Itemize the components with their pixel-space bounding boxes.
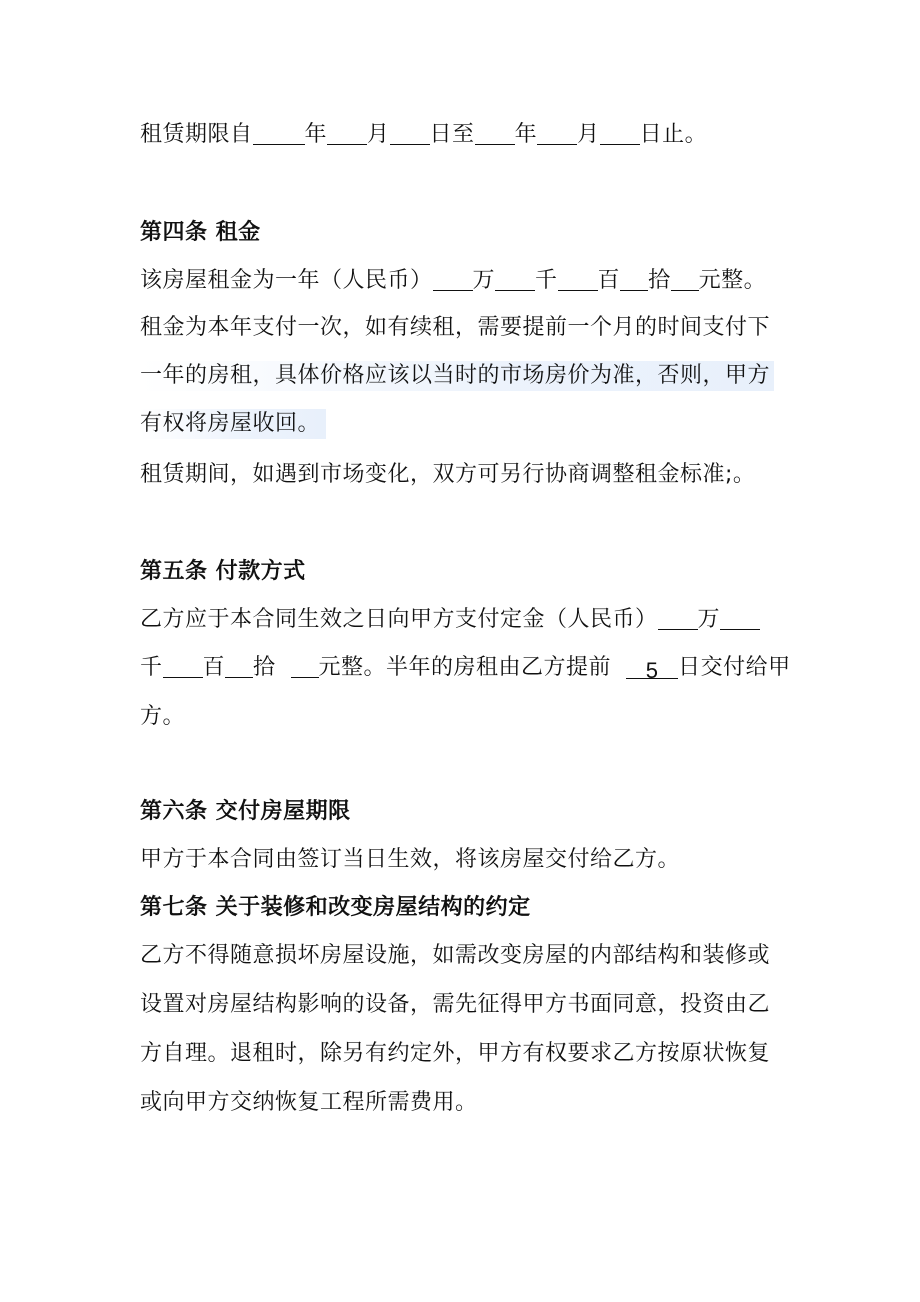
- term-text: 日至: [429, 122, 475, 147]
- rent-text: 该房屋租金为一年（人民币）: [140, 268, 433, 293]
- article-5-heading: 第五条 付款方式: [140, 559, 306, 584]
- blank-field: [720, 607, 760, 630]
- deposit-line-1: [140, 605, 760, 635]
- deposit-text: 日交付给甲: [678, 655, 791, 680]
- blank-field: [433, 268, 473, 291]
- term-text: 租赁期限自: [140, 122, 253, 147]
- blank-field: [291, 655, 319, 678]
- blank-field: [163, 655, 203, 678]
- blank-field: [327, 122, 367, 145]
- deposit-text: 元整。半年的房租由乙方提前: [318, 655, 612, 680]
- lease-term-line: [140, 120, 707, 150]
- term-text: 年: [304, 122, 328, 147]
- deposit-text: 千: [140, 655, 163, 680]
- deposit-text: 万: [697, 607, 721, 632]
- term-text: 月: [367, 122, 390, 147]
- article-7-heading: 第七条 关于装修和改变房屋结构的约定: [140, 895, 531, 920]
- rent-amount-line: [140, 266, 766, 296]
- term-text: 日止。: [639, 122, 708, 147]
- blank-field: [620, 268, 648, 291]
- blank-field: [495, 268, 535, 291]
- blank-field: [558, 268, 598, 291]
- rent-payment-line-2: 一年的房租，具体价格应该以当时的市场房价为准，否则，甲方: [140, 361, 774, 391]
- deposit-line-3: 方。: [140, 704, 186, 729]
- article-4-heading: 第四条 租金: [140, 220, 261, 245]
- rent-text: 万: [472, 268, 496, 293]
- blank-field: [475, 122, 515, 145]
- article-6-heading: 第六条 交付房屋期限: [140, 799, 351, 824]
- term-text: 月: [577, 122, 600, 147]
- rent-payment-text: 租金为本年支付一次，如有续租，需要提前一个月的时间支付下: [140, 315, 771, 340]
- rent-adjust-line: 租赁期间，如遇到市场变化，双方可另行协商调整租金标准;。: [140, 462, 756, 487]
- blank-field: [225, 655, 253, 678]
- renovation-line-1: 乙方不得随意损坏房屋设施，如需改变房屋的内部结构和装修或: [140, 943, 771, 968]
- rent-text: 百: [597, 268, 621, 293]
- blank-field: [600, 122, 640, 145]
- renovation-line-4: 或向甲方交纳恢复工程所需费用。: [140, 1090, 478, 1115]
- rent-text: 千: [535, 268, 558, 293]
- delivery-line: 甲方于本合同由签订当日生效，将该房屋交付给乙方。: [140, 847, 681, 872]
- blank-field: [390, 122, 430, 145]
- rent-payment-line-3: 有权将房屋收回。: [140, 409, 326, 439]
- blank-field: [537, 122, 577, 145]
- deposit-text: 拾: [253, 655, 276, 680]
- rent-payment-line-1: [140, 313, 770, 343]
- advance-days-field: 5: [626, 656, 678, 679]
- deposit-text: 乙方应于本合同生效之日向甲方支付定金（人民币）: [140, 607, 658, 632]
- blank-field: [658, 607, 698, 630]
- deposit-line-2: [140, 653, 791, 683]
- renovation-line-2: 设置对房屋结构影响的设备，需先征得甲方书面同意，投资由乙: [140, 992, 771, 1017]
- blank-field: [671, 268, 699, 291]
- rent-text: 拾: [648, 268, 671, 293]
- blank-field: [253, 122, 305, 145]
- term-text: 年: [514, 122, 538, 147]
- rent-text: 元整。: [698, 268, 767, 293]
- deposit-text: 百: [202, 655, 226, 680]
- renovation-line-3: 方自理。退租时，除另有约定外，甲方有权要求乙方按原状恢复: [140, 1041, 771, 1066]
